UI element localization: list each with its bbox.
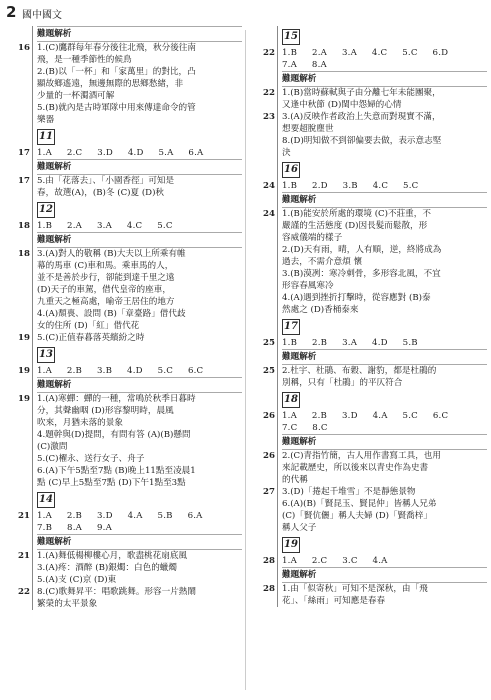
section-label: 難題解析 — [282, 192, 487, 208]
lesson-box: 15 — [282, 29, 300, 45]
lesson-box: 14 — [37, 492, 55, 508]
text-line: 2.(B)以「一杯」和「家萬里」的對比，凸 — [37, 67, 196, 77]
text-line: 女的住所 (D)「紅」借代花 — [37, 321, 140, 331]
text-line: 5.(B)就內是古時軍隊中用來傳達命令的管 — [37, 103, 196, 113]
text-line: 少量的一杯濁酒可解 — [37, 91, 115, 101]
lesson-box: 17 — [282, 319, 300, 335]
text-line: 形容春風寒冷 — [282, 281, 334, 291]
page-ref: 21 — [18, 511, 30, 521]
text-line: 2.杜宇、杜鵑、布穀、謝豹，都是杜鵑的 — [282, 366, 437, 376]
text-line: 顯故鄉遙遠，無邊無際的思鄉愁緒，非 — [37, 79, 184, 89]
lesson-box: 11 — [37, 129, 55, 145]
page-ref: 18 — [18, 249, 30, 259]
page-ref: 23 — [263, 112, 275, 122]
page-ref: 28 — [263, 556, 275, 566]
text-line: 3.(D)「捲起千堆雪」不是靜態景物 — [282, 487, 416, 497]
section-label: 難題解析 — [37, 377, 242, 393]
text-line: 6.(A)(B)「賢昆玉、賢昆仲」皆稱人兄弟 — [282, 499, 437, 509]
answer-key: 1.A 2.C 3.D 4.D 5.A 6.A — [37, 148, 204, 158]
text-line: 春，故選(A)，(B)冬 (C)夏 (D)秋 — [37, 188, 165, 198]
text-line: 1.(B)能安於所處的環境 (C)不莊重，不 — [282, 209, 431, 219]
text-line: 稱人父子 — [282, 523, 317, 533]
column-divider — [245, 30, 246, 690]
text-line: 想要超脫塵世 — [282, 124, 334, 134]
text-line: 5.(C)正值春暮落英繽紛之時 — [37, 333, 145, 343]
answer-key: 1.B 2.B 3.A 4.D 5.B — [282, 338, 418, 348]
section-label: 難題解析 — [282, 434, 487, 450]
text-line: 又逢中秋節 (D)閨中怨婦的心情 — [282, 100, 402, 110]
text-line: 1.(C)鷹群每年春分後往北飛，秋分後往南 — [37, 43, 196, 53]
answer-key: 1.B 2.D 3.B 4.C 5.C — [282, 181, 419, 191]
answer-key: 1.A 2.B 3.B 4.D 5.C 6.C — [37, 366, 204, 376]
page-ref: 25 — [263, 366, 275, 376]
text-line: 的代稱 — [282, 475, 308, 485]
page-ref: 17 — [18, 148, 30, 158]
answer-key: 1.A 2.C 3.C 4.A — [282, 556, 388, 566]
text-line: 5.(C)櫂永、送行女子、舟子 — [37, 454, 145, 464]
page-ref: 17 — [18, 176, 30, 186]
text-line: 樂器 — [37, 115, 55, 125]
text-line: 4.(A)遇到挫折打擊時，從容應對 (B)泰 — [282, 293, 431, 303]
page-ref: 22 — [263, 48, 275, 58]
text-line: 1.(B)當時蘇軾與子由分離七年未能團聚， — [282, 88, 441, 98]
lesson-box: 19 — [282, 537, 300, 553]
text-line: 九重天之極高處，喻帝王居住的地方 — [37, 297, 175, 307]
text-line: 嚴謹的生活態度 (D)因長髮而鬆散，形 — [282, 221, 428, 231]
text-line: 8.(C)歌舞昇平：唱歌跳舞。形容一片熱鬧 — [37, 587, 196, 597]
text-line: 2.(D)天有雨，晴，人有順，逆，終將成為 — [282, 245, 442, 255]
page-ref: 24 — [263, 209, 275, 219]
answer-key: 1.A 2.B 3.D 4.A 5.C 6.C — [282, 411, 449, 421]
text-line: 2.(C)青指竹簡，古人用作書寫工具，也用 — [282, 451, 441, 461]
page-number: 2 — [6, 3, 17, 21]
lesson-box: 12 — [37, 202, 55, 218]
text-line: 8.(D)明知做不到卻偏要去做，表示意志堅 — [282, 136, 442, 146]
text-line: 花」、「絲雨」可知應是春春 — [282, 596, 386, 606]
text-line: 過去，不需介意煩 懷 — [282, 257, 363, 267]
page-ref: 21 — [18, 551, 30, 561]
text-line: 3.(B)漠冽：寒冷刺骨，多形容北風，不宜 — [282, 269, 441, 279]
text-line: 4.(A)頹喪、設問 (B)「章臺路」借代歧 — [37, 309, 186, 319]
text-line: 3.(A)對人的敬稱 (B)大夫以上所乘有帷 — [37, 249, 186, 259]
text-line: 然處之 (D)香桶泰來 — [282, 305, 359, 315]
text-line: 3.(A)反映作者政治上失意而對現實不滿， — [282, 112, 441, 122]
page-ref: 19 — [18, 366, 30, 376]
text-line: 並不是善於步行，卻能到達千里之遠 — [37, 273, 175, 283]
page-ref: 28 — [263, 584, 275, 594]
text-line: 4.題幹與(D)提問，有問有答 (A)(B)懸問 — [37, 430, 191, 440]
section-label: 難題解析 — [282, 71, 487, 87]
page-ref: 19 — [18, 333, 30, 343]
section-label: 難題解析 — [37, 534, 242, 550]
page-ref: 19 — [18, 394, 30, 404]
text-line: 別稱，只有「杜鵑」的平仄符合 — [282, 378, 403, 388]
text-line: 繁榮的太平景象 — [37, 599, 98, 609]
page-ref: 25 — [263, 338, 275, 348]
answer-key: 1.A 2.B 3.D 4.A 5.B 6.A — [37, 511, 203, 521]
text-line: (C)「賢伉儷」稱人夫婦 (D)「賢喬梓」 — [282, 511, 432, 521]
section-label: 難題解析 — [37, 159, 242, 175]
page-ref: 16 — [18, 43, 30, 53]
page-ref: 22 — [18, 587, 30, 597]
text-line: 1.(A)舞低楊柳樓心月，歌盡桃花扇底風 — [37, 551, 188, 561]
answer-key: 7.C 8.C — [282, 423, 328, 433]
text-line: 飛，是一種季節性的候鳥 — [37, 55, 132, 65]
text-line: 6.(A)下午5點至7點 (B)晚上11點至凌晨1 — [37, 466, 196, 476]
answer-block — [12, 42, 242, 126]
section-label: 難題解析 — [282, 567, 487, 583]
book-title: 國中國文 — [22, 10, 62, 21]
left-column — [12, 26, 242, 694]
answer-key: 7.A 8.A — [282, 60, 327, 70]
right-column — [257, 26, 487, 694]
text-line: 分，其聲幽咽 (D)形容黎明時，晨風 — [37, 406, 174, 416]
text-line: (D)天子的車駕，借代皇帝的座車， — [37, 285, 171, 295]
page-ref: 27 — [263, 487, 275, 497]
text-line: 點 (C)早上5點至7點 (D)下午1點至3點 — [37, 478, 186, 488]
text-line: 3.(A)疼：酒醉 (B)銀燭：白色的蠟燭 — [37, 563, 177, 573]
answer-key: 1.B 2.A 3.A 4.C 5.C 6.D — [282, 48, 449, 58]
text-line: 5.由「花落去」、「小園香徑」可知是 — [37, 176, 175, 186]
page-header — [0, 0, 491, 26]
page-ref: 22 — [263, 88, 275, 98]
lesson-box: 16 — [282, 162, 300, 178]
text-line: 幕的馬車 (C)車和馬。乘車馬的人， — [37, 261, 174, 271]
answer-key: 7.B 8.A 9.A — [37, 523, 112, 533]
text-line: (C)激問 — [37, 442, 68, 452]
section-label: 難題解析 — [37, 232, 242, 248]
text-line: 來記載歷史，所以後來以青史作為史書 — [282, 463, 429, 473]
text-line: 5.(A)支 (C)京 (D)東 — [37, 575, 117, 585]
lesson-box: 18 — [282, 392, 300, 408]
lesson-box: 13 — [37, 347, 55, 363]
page-ref: 26 — [263, 451, 275, 461]
answer-key: 1.B 2.A 3.A 4.C 5.C — [37, 221, 173, 231]
page-ref: 26 — [263, 411, 275, 421]
text-line: 1.由「似寄秋」可知不是深秋，由「飛 — [282, 584, 428, 594]
text-line: 容威儀端的樣子 — [282, 233, 343, 243]
page-ref: 18 — [18, 221, 30, 231]
section-label: 難題解析 — [282, 349, 487, 365]
text-line: 吹來，月猶未落的景象 — [37, 418, 123, 428]
page-ref: 24 — [263, 181, 275, 191]
text-line: 1.(A)寒蟬：蟬的一種，常鳴於秋季日暮時 — [37, 394, 196, 404]
text-line: 決 — [282, 148, 291, 158]
section-label: 難題解析 — [37, 26, 242, 42]
